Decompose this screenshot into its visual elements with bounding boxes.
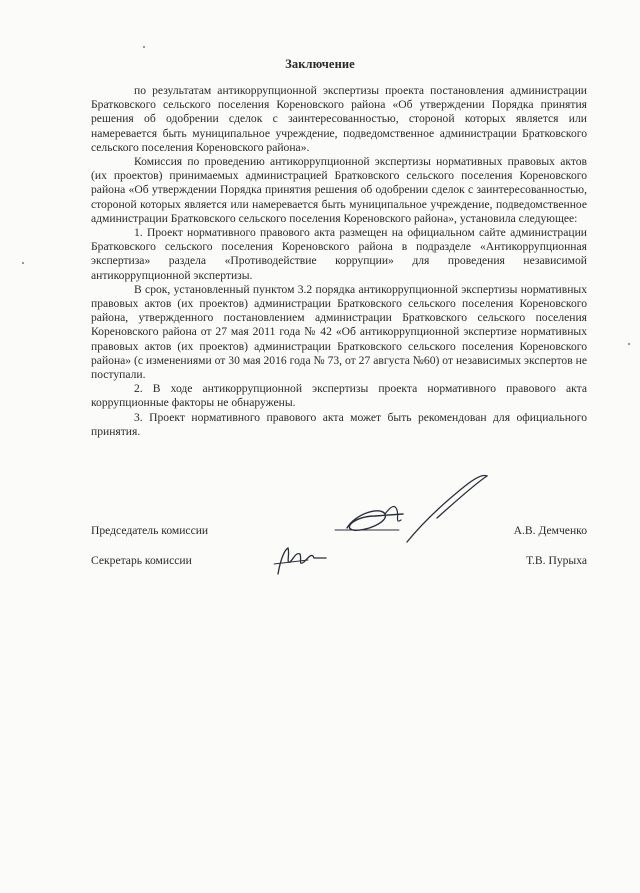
paragraph-item-2: 2. В ходе антикоррупционной экспертизы проекта нормативного правового акта коррупционные факторы не обнаружены. <box>91 382 587 410</box>
paragraph-commission: Комиссия по проведению антикоррупционной экспертизы нормативных правовых актов (их проектов) принимаемых администрацией Братковского сельского поселения Кореновского района «Об утверждении Порядка принятия решения об одобрении сделок с заинтересованностью, стороной которых является или намеревается быть муниципальное учреждение, подведомственное администрации Братковского сельского поселения Кореновского района», установила следующее: <box>91 155 587 225</box>
signer-role: Председатель комиссии <box>91 524 209 537</box>
document-title: Заключение <box>285 57 355 71</box>
paragraph-item-3: 3. Проект нормативного правового акта может быть рекомендован для официального принятия. <box>91 410 587 438</box>
signature-row-chairman <box>91 524 587 540</box>
paragraph-item-1: 1. Проект нормативного правового акта размещен на официальном сайте администрации Братковского сельского поселения Кореновского района в подразделе «Антикоррупционная экспертиза» раздела «Противодействие коррупции» для проведения независимой антикоррупционной экспертизы. <box>91 226 587 282</box>
signer-name: А.В. Демченко <box>513 524 587 537</box>
scan-speck <box>22 262 24 264</box>
signer-role: Секретарь комиссии <box>91 554 192 567</box>
paragraph-intro: по результатам антикоррупционной экспертизы проекта постановления администрации Братковского сельского поселения Кореновского района «Об утверждении Порядка принятия решения об одобрении сделок с заинтересованностью, стороной которых является или намеревается быть муниципальное учреждение, подведомственное администрации Братковского сельского поселения Кореновского района». <box>91 84 587 154</box>
signer-name: Т.В. Пурыха <box>526 554 587 567</box>
document-body <box>91 84 587 439</box>
scan-speck <box>628 343 630 345</box>
scan-speck <box>143 46 145 48</box>
paragraph-deadline: В срок, установленный пунктом 3.2 порядка антикоррупционной экспертизы нормативных правовых актов (их проектов) администрации Братковского сельского поселения Кореновского района, утвержденного постановлением администрации Братковского сельского поселения Кореновского района от 27 мая 2011 года № 42 «Об антикоррупционной экспертизе нормативных правовых актов (их проектов) администрации Братковского сельского поселения Кореновского района» (с изменениями от 30 мая 2016 года № 73, от 27 августа №60) от независимых экспертов не поступали. <box>91 282 587 382</box>
signature-row-secretary <box>91 554 587 570</box>
